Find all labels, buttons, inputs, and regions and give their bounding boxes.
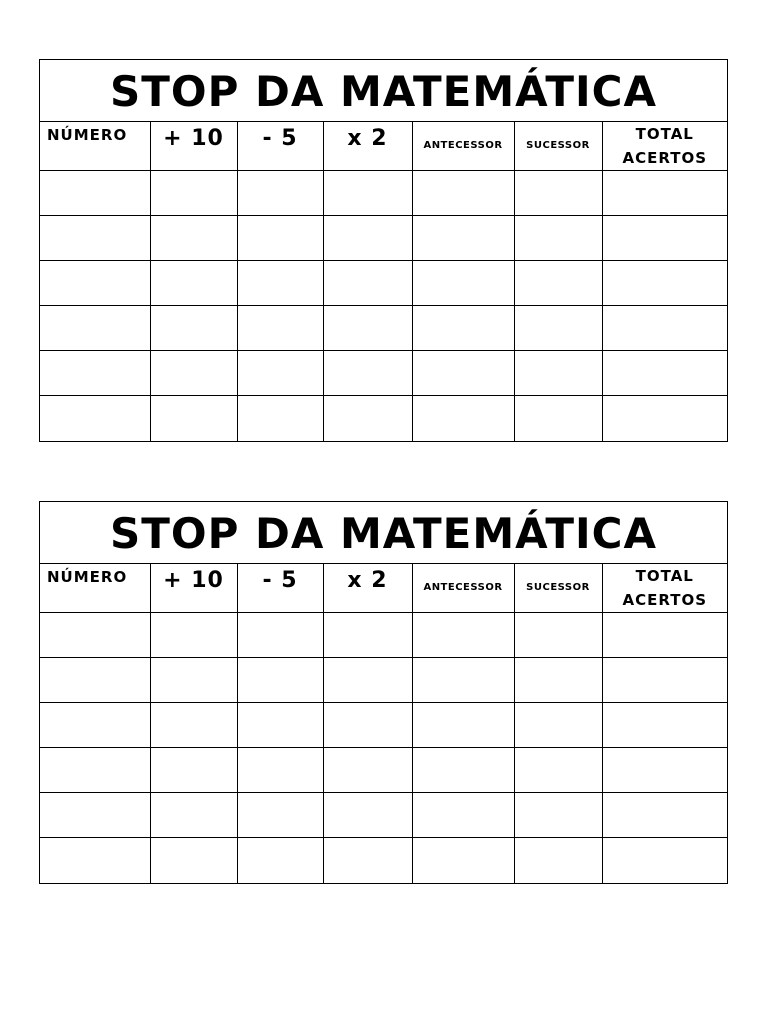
answer-cell[interactable] bbox=[514, 396, 602, 441]
answer-cell[interactable] bbox=[602, 216, 727, 261]
answer-cell[interactable] bbox=[412, 306, 514, 351]
answer-cell[interactable] bbox=[40, 793, 150, 838]
answer-cell[interactable] bbox=[602, 748, 727, 793]
header-antecessor: ANTECESSOR bbox=[412, 122, 514, 171]
worksheet-title: STOP DA MATEMÁTICA bbox=[109, 508, 658, 558]
answer-cell[interactable] bbox=[40, 748, 150, 793]
answer-cell[interactable] bbox=[602, 703, 727, 748]
answer-cell[interactable] bbox=[412, 658, 514, 703]
answer-cell[interactable] bbox=[150, 171, 237, 216]
worksheet-title-row bbox=[40, 502, 727, 564]
answer-cell[interactable] bbox=[150, 351, 237, 396]
answer-cell[interactable] bbox=[323, 838, 412, 883]
answer-cell[interactable] bbox=[323, 306, 412, 351]
answer-cell[interactable] bbox=[602, 793, 727, 838]
table-row bbox=[40, 613, 727, 658]
worksheet-1 bbox=[39, 59, 728, 442]
answer-cell[interactable] bbox=[40, 396, 150, 441]
header-sucessor: SUCESSOR bbox=[514, 122, 602, 171]
answer-cell[interactable] bbox=[237, 216, 323, 261]
answer-cell[interactable] bbox=[40, 351, 150, 396]
header-minus-5: - 5 bbox=[237, 122, 323, 171]
answer-cell[interactable] bbox=[602, 838, 727, 883]
answer-cell[interactable] bbox=[514, 351, 602, 396]
answer-cell[interactable] bbox=[150, 838, 237, 883]
header-row bbox=[40, 122, 727, 171]
answer-cell[interactable] bbox=[237, 613, 323, 658]
answer-cell[interactable] bbox=[514, 703, 602, 748]
answer-cell[interactable] bbox=[150, 658, 237, 703]
answer-cell[interactable] bbox=[602, 396, 727, 441]
answer-cell[interactable] bbox=[40, 216, 150, 261]
answer-cell[interactable] bbox=[323, 396, 412, 441]
header-plus-10: + 10 bbox=[150, 564, 237, 613]
header-total-acertos: TOTAL ACERTOS bbox=[602, 564, 727, 613]
answer-cell[interactable] bbox=[237, 748, 323, 793]
header-antecessor: ANTECESSOR bbox=[412, 564, 514, 613]
answer-cell[interactable] bbox=[514, 613, 602, 658]
answer-cell[interactable] bbox=[412, 396, 514, 441]
answer-cell[interactable] bbox=[237, 396, 323, 441]
answer-cell[interactable] bbox=[514, 306, 602, 351]
answer-cell[interactable] bbox=[237, 658, 323, 703]
worksheet-2 bbox=[39, 501, 728, 884]
header-numero: NÚMERO bbox=[47, 126, 128, 144]
answer-cell[interactable] bbox=[602, 613, 727, 658]
answer-cell[interactable] bbox=[150, 261, 237, 306]
answer-cell[interactable] bbox=[40, 306, 150, 351]
header-total-acertos: TOTAL ACERTOS bbox=[602, 122, 727, 171]
answer-cell[interactable] bbox=[237, 793, 323, 838]
answer-cell[interactable] bbox=[237, 351, 323, 396]
answer-cell[interactable] bbox=[323, 351, 412, 396]
answer-cell[interactable] bbox=[237, 261, 323, 306]
header-minus-5: - 5 bbox=[237, 564, 323, 613]
answer-cell[interactable] bbox=[602, 351, 727, 396]
answer-cell[interactable] bbox=[323, 703, 412, 748]
header-numero: NÚMERO bbox=[47, 568, 128, 586]
worksheet-title-row bbox=[40, 60, 727, 122]
answer-cell[interactable] bbox=[150, 613, 237, 658]
answer-cell[interactable] bbox=[514, 748, 602, 793]
answer-cell[interactable] bbox=[40, 171, 150, 216]
table-row bbox=[40, 396, 727, 441]
answer-cell[interactable] bbox=[412, 838, 514, 883]
answer-cell[interactable] bbox=[514, 838, 602, 883]
answer-cell[interactable] bbox=[323, 261, 412, 306]
table-row bbox=[40, 793, 727, 838]
answer-cell[interactable] bbox=[150, 793, 237, 838]
answer-cell[interactable] bbox=[323, 658, 412, 703]
header-times-2: x 2 bbox=[323, 564, 412, 613]
answer-cell[interactable] bbox=[412, 793, 514, 838]
table-row bbox=[40, 261, 727, 306]
table-row bbox=[40, 216, 727, 261]
answer-cell[interactable] bbox=[514, 216, 602, 261]
answer-cell[interactable] bbox=[40, 261, 150, 306]
answer-cell[interactable] bbox=[237, 703, 323, 748]
table-row bbox=[40, 351, 727, 396]
answer-cell[interactable] bbox=[323, 748, 412, 793]
table-row bbox=[40, 703, 727, 748]
answer-cell[interactable] bbox=[412, 748, 514, 793]
table-row bbox=[40, 306, 727, 351]
table-row bbox=[40, 171, 727, 216]
answer-cell[interactable] bbox=[514, 793, 602, 838]
answer-cell[interactable] bbox=[602, 171, 727, 216]
answer-cell[interactable] bbox=[237, 306, 323, 351]
answer-table bbox=[40, 564, 727, 883]
header-plus-10: + 10 bbox=[150, 122, 237, 171]
table-row bbox=[40, 838, 727, 883]
answer-cell[interactable] bbox=[602, 261, 727, 306]
answer-table bbox=[40, 122, 727, 441]
table-row bbox=[40, 748, 727, 793]
answer-cell[interactable] bbox=[323, 171, 412, 216]
answer-cell[interactable] bbox=[40, 838, 150, 883]
answer-cell[interactable] bbox=[237, 171, 323, 216]
header-row bbox=[40, 564, 727, 613]
answer-cell[interactable] bbox=[514, 261, 602, 306]
answer-cell[interactable] bbox=[150, 306, 237, 351]
answer-cell[interactable] bbox=[150, 216, 237, 261]
answer-cell[interactable] bbox=[412, 613, 514, 658]
answer-cell[interactable] bbox=[514, 171, 602, 216]
answer-cell[interactable] bbox=[412, 351, 514, 396]
answer-cell[interactable] bbox=[514, 658, 602, 703]
answer-cell[interactable] bbox=[323, 793, 412, 838]
answer-cell[interactable] bbox=[323, 613, 412, 658]
header-times-2: x 2 bbox=[323, 122, 412, 171]
answer-cell[interactable] bbox=[40, 658, 150, 703]
answer-cell[interactable] bbox=[412, 261, 514, 306]
answer-cell[interactable] bbox=[323, 216, 412, 261]
answer-cell[interactable] bbox=[150, 703, 237, 748]
answer-cell[interactable] bbox=[40, 703, 150, 748]
header-sucessor: SUCESSOR bbox=[514, 564, 602, 613]
answer-cell[interactable] bbox=[412, 703, 514, 748]
worksheet-title: STOP DA MATEMÁTICA bbox=[109, 66, 658, 116]
answer-cell[interactable] bbox=[150, 396, 237, 441]
answer-cell[interactable] bbox=[150, 748, 237, 793]
answer-cell[interactable] bbox=[602, 658, 727, 703]
answer-cell[interactable] bbox=[412, 171, 514, 216]
answer-cell[interactable] bbox=[602, 306, 727, 351]
answer-cell[interactable] bbox=[40, 613, 150, 658]
table-row bbox=[40, 658, 727, 703]
answer-cell[interactable] bbox=[237, 838, 323, 883]
answer-cell[interactable] bbox=[412, 216, 514, 261]
